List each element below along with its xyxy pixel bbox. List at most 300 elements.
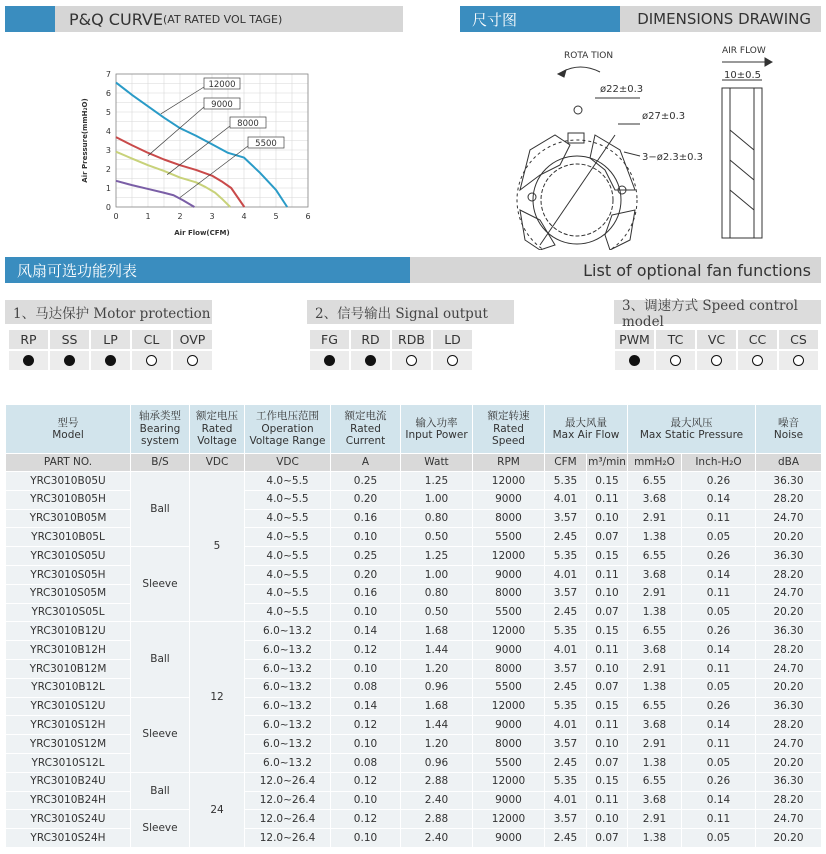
function-indicator [433,351,472,370]
table-cell: 0.11 [587,641,628,660]
table-cell: 12000 [473,622,545,641]
table-cell: 0.07 [587,603,628,622]
table-cell: 1.68 [401,697,473,716]
table-cell: 6.55 [628,697,682,716]
table-cell: 24.70 [756,810,822,829]
table-cell: 0.11 [682,584,756,603]
series-label-8000: 8000 [237,119,259,129]
table-cell: 3.57 [545,810,587,829]
table-cell: 2.40 [401,791,473,810]
table-cell: 9000 [473,791,545,810]
table-cell: 4.0~5.5 [245,584,331,603]
empty-dot-icon [146,355,157,366]
table-cell: 36.30 [756,547,822,566]
table-cell: 5.35 [545,622,587,641]
frame-arm-1 [520,135,570,190]
table-cell: 2.91 [628,659,682,678]
table-row [6,753,822,772]
spec-table [5,404,822,848]
table-cell: 0.14 [682,791,756,810]
table-cell: YRC3010S05U [6,547,131,566]
legend-leader [180,146,248,198]
opt-header-en: List of optional fan functions [410,257,821,283]
table-cell: 8000 [473,509,545,528]
pq-curve-header [5,6,403,32]
table-cell: 0.08 [331,753,401,772]
table-cell: 5.35 [545,697,587,716]
table-cell: 0.05 [682,678,756,697]
table-cell: 0.14 [331,622,401,641]
x-tick-label: 5 [273,212,279,221]
y-tick-label: 2 [105,165,111,174]
table-cell: 28.20 [756,716,822,735]
unit-cell: B/S [131,454,190,472]
function-indicator [91,351,130,370]
table-cell: 0.26 [682,772,756,791]
empty-dot-icon [752,355,763,366]
table-cell: 0.11 [587,490,628,509]
table-cell: 0.11 [587,565,628,584]
function-code: CS [779,330,818,349]
table-cell: 0.26 [682,622,756,641]
function-item-ovp [173,330,212,370]
table-cell: 0.10 [331,791,401,810]
table-row [6,509,822,528]
filled-dot-icon [105,355,116,366]
table-cell: 3.57 [545,584,587,603]
table-cell: 0.07 [587,753,628,772]
table-cell: 0.11 [587,791,628,810]
function-grid [615,330,818,370]
unit-cell: Watt [401,454,473,472]
function-grid [9,330,212,370]
table-cell: 0.11 [682,659,756,678]
table-cell: 9000 [473,565,545,584]
table-cell: 0.07 [587,678,628,697]
filled-dot-icon [64,355,75,366]
dimensions-header [460,6,821,32]
table-cell: 5500 [473,678,545,697]
table-cell: 0.50 [401,528,473,547]
table-cell: 1.20 [401,659,473,678]
empty-dot-icon [187,355,198,366]
table-cell: YRC3010S12U [6,697,131,716]
series-line-5500 [116,181,194,207]
table-cell: 0.50 [401,603,473,622]
unit-cell: m³/min [587,454,628,472]
table-cell: 0.10 [587,735,628,754]
x-tick-label: 2 [177,212,183,221]
table-cell: 4.01 [545,716,587,735]
function-grid [310,330,472,370]
function-item-fg [310,330,349,370]
table-cell: 0.14 [682,641,756,660]
table-cell: 12.0~26.4 [245,829,331,848]
table-cell: 12000 [473,547,545,566]
filled-dot-icon [365,355,376,366]
inner-circle [541,164,613,236]
table-cell: 0.25 [331,547,401,566]
function-code: FG [310,330,349,349]
dimension-drawing [500,40,820,250]
table-cell: 5.35 [545,547,587,566]
unit-cell: VDC [245,454,331,472]
series-label-5500: 5500 [255,139,277,149]
series-label-9000: 9000 [211,100,233,110]
function-code: RDB [392,330,431,349]
dim-d27: ø27±0.3 [642,111,686,122]
table-cell: 0.10 [331,603,401,622]
table-cell: YRC3010B24U [6,772,131,791]
col-bearing: 轴承类型 Bearing system [131,405,190,454]
table-cell: 4.01 [545,490,587,509]
table-cell: 2.45 [545,678,587,697]
table-header-row [6,405,822,454]
table-cell: 3.57 [545,659,587,678]
table-cell: 0.12 [331,772,401,791]
table-cell: 0.08 [331,678,401,697]
table-cell: 0.15 [587,622,628,641]
y-tick-label: 1 [105,184,111,193]
dim-header-en: DIMENSIONS DRAWING [620,6,821,32]
rotation-arrowhead [558,70,566,77]
table-cell: 0.20 [331,565,401,584]
table-cell: 6.0~13.2 [245,622,331,641]
function-indicator [392,351,431,370]
table-cell: 24 [190,772,245,847]
function-indicator [697,351,736,370]
series-line-8000 [116,152,230,207]
col-speed: 额定转速 Rated Speed [473,405,545,454]
function-code: LP [91,330,130,349]
table-cell: YRC3010B24H [6,791,131,810]
table-cell: 24.70 [756,735,822,754]
mount-tab-top [568,133,584,143]
table-cell: 0.80 [401,584,473,603]
col-flow: 最大风量 Max Air Flow [545,405,628,454]
table-cell: 6.55 [628,472,682,491]
empty-dot-icon [406,355,417,366]
y-tick-label: 7 [105,70,111,79]
x-tick-label: 0 [113,212,119,221]
table-cell: 0.26 [682,472,756,491]
function-indicator [9,351,48,370]
unit-cell: A [331,454,401,472]
table-row [6,735,822,754]
table-cell: 0.15 [587,697,628,716]
table-cell: YRC3010S12L [6,753,131,772]
table-cell: 20.20 [756,603,822,622]
table-cell: 3.68 [628,716,682,735]
pq-curve-chart [70,60,330,250]
table-cell: 0.10 [331,829,401,848]
empty-dot-icon [670,355,681,366]
table-cell: 2.91 [628,509,682,528]
function-indicator [310,351,349,370]
table-cell: 24.70 [756,659,822,678]
function-code: LD [433,330,472,349]
table-row [6,622,822,641]
table-cell: 4.0~5.5 [245,472,331,491]
table-cell: 1.20 [401,735,473,754]
table-cell: 6.55 [628,547,682,566]
table-cell: 5500 [473,528,545,547]
col-range: 工作电压范围 Operation Voltage Range [245,405,331,454]
unit-cell: RPM [473,454,545,472]
function-item-cs [779,330,818,370]
col-voltage: 额定电压 Rated Voltage [190,405,245,454]
pq-header-title [55,6,403,32]
table-cell: 0.96 [401,753,473,772]
x-tick-label: 1 [145,212,151,221]
table-cell: 2.45 [545,603,587,622]
function-code: RP [9,330,48,349]
table-cell: YRC3010S05L [6,603,131,622]
table-cell: 20.20 [756,829,822,848]
table-cell: 1.38 [628,678,682,697]
table-row [6,697,822,716]
table-row [6,603,822,622]
table-cell: 5.35 [545,472,587,491]
table-cell: 4.0~5.5 [245,547,331,566]
function-code: SS [50,330,89,349]
table-cell: 4.0~5.5 [245,490,331,509]
col-power: 输入功率 Input Power [401,405,473,454]
table-cell: 24.70 [756,509,822,528]
legend-leader [148,107,204,156]
table-cell: 4.0~5.5 [245,528,331,547]
function-item-pwm [615,330,654,370]
table-cell: 5500 [473,753,545,772]
fan-side-view [722,58,772,238]
table-cell: YRC3010S12M [6,735,131,754]
mount-hole-left [528,193,536,201]
function-indicator [50,351,89,370]
table-cell: 0.11 [682,509,756,528]
table-row [6,810,822,829]
table-row [6,641,822,660]
table-row [6,678,822,697]
y-tick-label: 5 [105,108,111,117]
unit-cell: Inch-H₂O [682,454,756,472]
table-cell: 0.12 [331,810,401,829]
table-cell: 4.01 [545,791,587,810]
table-cell: 4.0~5.5 [245,603,331,622]
table-cell: 36.30 [756,622,822,641]
table-cell: 5500 [473,603,545,622]
table-cell: 0.11 [682,735,756,754]
table-cell: 1.25 [401,472,473,491]
filled-dot-icon [324,355,335,366]
table-cell: 0.05 [682,829,756,848]
table-cell: 2.45 [545,753,587,772]
function-title: 2、信号输出 Signal output [307,300,514,324]
table-cell: 2.88 [401,772,473,791]
table-cell: Ball [131,622,190,697]
table-cell: YRC3010S24H [6,829,131,848]
table-cell: 20.20 [756,678,822,697]
table-cell: 28.20 [756,565,822,584]
table-cell: 2.45 [545,829,587,848]
dim-d22: ø22±0.3 [600,84,644,95]
table-row [6,472,822,491]
y-tick-label: 3 [105,146,111,155]
table-cell: 12 [190,622,245,772]
table-cell: 28.20 [756,641,822,660]
table-cell: 6.0~13.2 [245,716,331,735]
table-cell: 3.68 [628,641,682,660]
y-tick-label: 4 [105,127,111,136]
table-cell: 3.57 [545,509,587,528]
table-cell: 0.15 [587,547,628,566]
table-cell: 1.38 [628,528,682,547]
function-indicator [132,351,171,370]
table-cell: 0.14 [331,697,401,716]
table-cell: 2.91 [628,735,682,754]
table-cell: 12000 [473,472,545,491]
table-cell: 8000 [473,584,545,603]
thickness-label: 10±0.5 [724,70,762,81]
table-cell: Sleeve [131,547,190,622]
function-code: PWM [615,330,654,349]
table-cell: 3.68 [628,490,682,509]
table-cell: 0.14 [682,565,756,584]
table-row [6,772,822,791]
table-row [6,547,822,566]
table-row [6,565,822,584]
table-cell: 0.10 [587,509,628,528]
table-cell: 0.20 [331,490,401,509]
airflow-label: AIR FLOW [722,46,766,56]
table-cell: 9000 [473,490,545,509]
table-cell: 12000 [473,810,545,829]
function-item-lp [91,330,130,370]
table-cell: 20.20 [756,528,822,547]
table-cell: 6.0~13.2 [245,735,331,754]
table-cell: 2.40 [401,829,473,848]
y-axis-label: Air Pressure(mmH₂O) [81,98,89,183]
table-cell: 0.14 [682,490,756,509]
table-cell: 0.10 [587,810,628,829]
table-cell: 0.05 [682,753,756,772]
table-cell: 0.25 [331,472,401,491]
table-cell: 12.0~26.4 [245,791,331,810]
table-cell: 9000 [473,829,545,848]
table-cell: 3.57 [545,735,587,754]
side-body [722,88,762,238]
table-row [6,659,822,678]
table-cell: YRC3010S24U [6,810,131,829]
airflow-arrowhead [765,58,772,66]
table-cell: 4.0~5.5 [245,509,331,528]
table-cell: 3.68 [628,791,682,810]
table-cell: 12.0~26.4 [245,772,331,791]
table-row [6,528,822,547]
x-tick-label: 4 [241,212,247,221]
function-item-ld [433,330,472,370]
x-tick-label: 6 [305,212,311,221]
table-cell: 3.68 [628,565,682,584]
table-cell: YRC3010B12M [6,659,131,678]
function-indicator [656,351,695,370]
pq-subtitle: (AT RATED VOL TAGE) [162,12,283,26]
table-row [6,716,822,735]
function-code: TC [656,330,695,349]
table-cell: 6.0~13.2 [245,659,331,678]
function-indicator [351,351,390,370]
options-header [5,257,821,283]
function-title: 3、调速方式 Speed control model [614,300,821,324]
table-cell: 6.55 [628,622,682,641]
table-cell: 0.05 [682,528,756,547]
table-cell: 0.10 [587,584,628,603]
table-cell: 9000 [473,641,545,660]
table-cell: YRC3010B05M [6,509,131,528]
rotation-label: ROTA TION [564,51,614,61]
function-code: OVP [173,330,212,349]
col-current: 额定电流 Rated Current [331,405,401,454]
table-cell: 2.91 [628,584,682,603]
function-item-ss [50,330,89,370]
table-cell: 0.10 [331,735,401,754]
table-cell: 6.0~13.2 [245,641,331,660]
table-row [6,584,822,603]
unit-cell: mmH₂O [628,454,682,472]
function-item-rdb [392,330,431,370]
table-cell: 8000 [473,659,545,678]
table-cell: Ball [131,472,190,547]
table-cell: Sleeve [131,810,190,848]
center-line [540,135,615,245]
function-code: VC [697,330,736,349]
table-cell: 0.11 [682,810,756,829]
table-cell: 1.38 [628,829,682,848]
table-cell: 36.30 [756,772,822,791]
table-cell: 2.45 [545,528,587,547]
table-cell: YRC3010S05M [6,584,131,603]
filled-dot-icon [23,355,34,366]
legend-leader [167,126,230,175]
table-cell: YRC3010B12L [6,678,131,697]
table-cell: 1.25 [401,547,473,566]
legend-leader [161,87,204,114]
col-noise: 噪音 Noise [756,405,822,454]
function-item-vc [697,330,736,370]
table-row [6,490,822,509]
table-cell: 1.38 [628,603,682,622]
empty-dot-icon [711,355,722,366]
pq-header-accent [5,6,55,32]
table-cell: Ball [131,772,190,810]
leader-holes [624,152,640,156]
table-cell: 0.15 [587,772,628,791]
col-model: 型号 Model [6,405,131,454]
table-cell: 6.0~13.2 [245,697,331,716]
table-cell: 6.0~13.2 [245,678,331,697]
empty-dot-icon [793,355,804,366]
function-code: RD [351,330,390,349]
table-cell: 0.10 [331,528,401,547]
table-cell: 1.44 [401,716,473,735]
table-cell: 8000 [473,735,545,754]
y-tick-label: 0 [105,203,111,212]
table-cell: 12000 [473,772,545,791]
table-cell: 0.10 [587,659,628,678]
table-cell: 0.16 [331,509,401,528]
function-code: CL [132,330,171,349]
function-title: 1、马达保护 Motor protection [5,300,212,324]
function-item-tc [656,330,695,370]
